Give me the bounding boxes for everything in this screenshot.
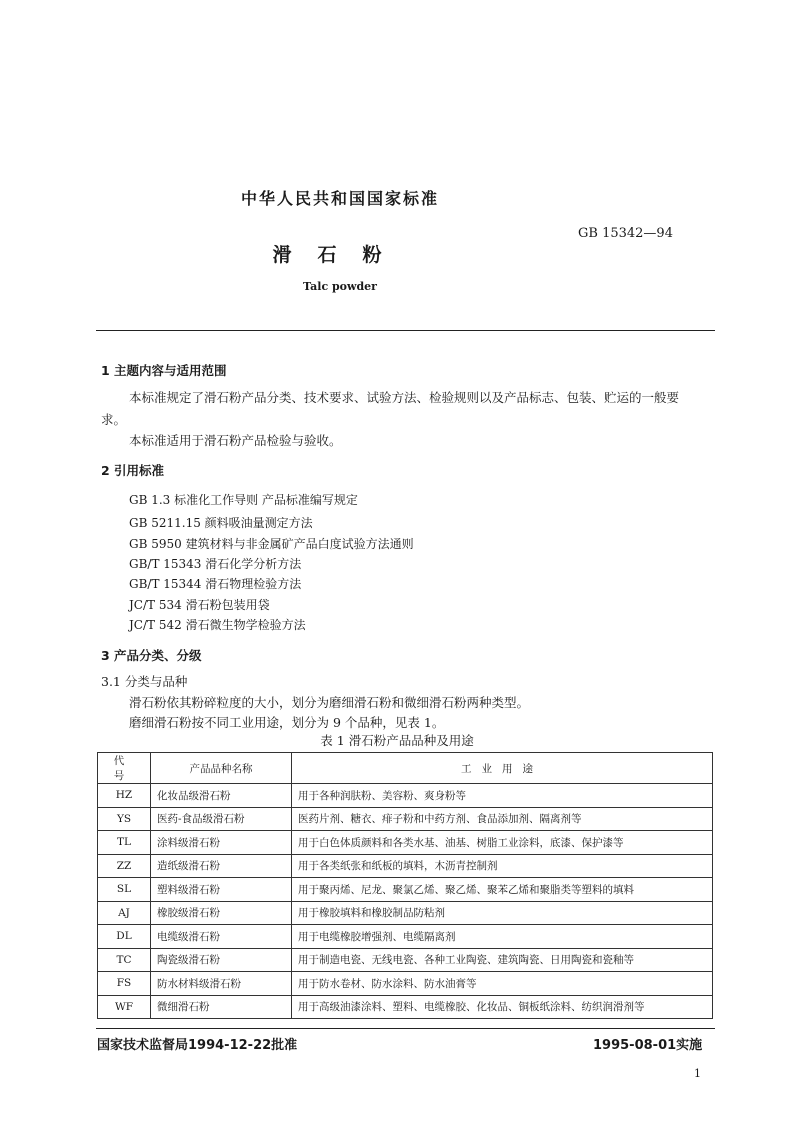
table-row [98, 831, 713, 855]
cell-code: TC [98, 948, 151, 972]
section-3-1-heading: 3.1 分类与品种 [101, 674, 188, 689]
cell-name: 防水材料级滑石粉 [151, 972, 292, 996]
column-header-code: 代号 [98, 753, 151, 784]
standard-code: GB 15342—94 [578, 226, 673, 241]
cell-use: 用于电缆橡胶增强剂、电缆隔离剂 [292, 925, 713, 949]
document-subtitle: Talc powder [303, 280, 377, 293]
section-2-heading: 2 引用标准 [101, 463, 165, 478]
cell-use: 用于各种润肤粉、美容粉、爽身粉等 [292, 784, 713, 808]
reference-item: GB/T 15343 滑石化学分析方法 [129, 557, 302, 571]
footer-divider [96, 1028, 715, 1029]
reference-item: GB/T 15344 滑石物理检验方法 [129, 577, 302, 591]
cell-use: 用于制造电瓷、无线电瓷、各种工业陶瓷、建筑陶瓷、日用陶瓷和瓷釉等 [292, 948, 713, 972]
cell-code: TL [98, 831, 151, 855]
table-row [98, 972, 713, 996]
cell-use: 用于防水卷材、防水涂料、防水油膏等 [292, 972, 713, 996]
cell-name: 橡胶级滑石粉 [151, 901, 292, 925]
cell-use: 用于聚丙烯、尼龙、聚氯乙烯、聚乙烯、聚苯乙烯和聚脂类等塑料的填料 [292, 878, 713, 902]
column-header-use: 工业用途 [292, 753, 713, 784]
cell-use: 用于橡胶填料和橡胶制品防粘剂 [292, 901, 713, 925]
reference-item: JC/T 534 滑石粉包装用袋 [129, 598, 270, 612]
cell-code: FS [98, 972, 151, 996]
page-number: 1 [694, 1067, 701, 1080]
cell-code: AJ [98, 901, 151, 925]
cell-code: WF [98, 995, 151, 1019]
cell-name: 医药-食品级滑石粉 [151, 807, 292, 831]
cell-use: 用于各类纸张和纸板的填料，木沥青控制剂 [292, 854, 713, 878]
table-row [98, 878, 713, 902]
cell-code: DL [98, 925, 151, 949]
issuer-approval: 国家技术监督局1994-12-22批准 [97, 1038, 298, 1053]
cell-use: 医药片剂、糖衣、痱子粉和中药方剂、食品添加剂、隔离剂等 [292, 807, 713, 831]
section-1-para-1-line-1: 本标准规定了滑石粉产品分类、技术要求、试验方法、检验规则以及产品标志、包装、贮运的一般要 [129, 390, 680, 405]
reference-item: JC/T 542 滑石微生物学检验方法 [129, 618, 306, 632]
cell-name: 微细滑石粉 [151, 995, 292, 1019]
cell-use: 用于白色体质颜料和各类水基、油基、树脂工业涂料，底漆、保护漆等 [292, 831, 713, 855]
table-row [98, 995, 713, 1019]
cell-code: HZ [98, 784, 151, 808]
table-caption: 表 1 滑石粉产品品种及用途 [320, 733, 474, 748]
cell-code: SL [98, 878, 151, 902]
cell-name: 电缆级滑石粉 [151, 925, 292, 949]
table-row [98, 925, 713, 949]
section-1-heading: 1 主题内容与适用范围 [101, 363, 227, 378]
table-row [98, 948, 713, 972]
section-3-heading: 3 产品分类、分级 [101, 648, 202, 663]
header-divider [96, 330, 715, 331]
table-row [98, 807, 713, 831]
section-1-para-1-line-2: 求。 [101, 412, 127, 427]
cell-name: 陶瓷级滑石粉 [151, 948, 292, 972]
cell-name: 涂料级滑石粉 [151, 831, 292, 855]
section-3-para-1: 滑石粉依其粉碎粒度的大小，划分为磨细滑石粉和微细滑石粉两种类型。 [129, 695, 530, 710]
cell-name: 化妆品级滑石粉 [151, 784, 292, 808]
cell-name: 造纸级滑石粉 [151, 854, 292, 878]
standard-title: 中华人民共和国国家标准 [240, 189, 439, 208]
implementation-date: 1995-08-01实施 [593, 1038, 703, 1053]
reference-item: GB 5211.15 颜料吸油量测定方法 [129, 516, 313, 530]
table-header-row [98, 753, 713, 784]
reference-item: GB 1.3 标准化工作导则 产品标准编写规定 [129, 493, 358, 507]
table-row [98, 784, 713, 808]
column-header-name: 产品品种名称 [151, 753, 292, 784]
reference-item: GB 5950 建筑材料与非金属矿产品白度试验方法通则 [129, 537, 414, 551]
cell-code: ZZ [98, 854, 151, 878]
section-1-para-2: 本标准适用于滑石粉产品检验与验收。 [129, 433, 342, 448]
cell-use: 用于高级油漆涂料、塑料、电缆橡胶、化妆品、铜板纸涂料、纺织润滑剂等 [292, 995, 713, 1019]
table-row [98, 901, 713, 925]
section-3-para-2: 磨细滑石粉按不同工业用途，划分为 9 个品种，见表 1。 [129, 715, 445, 730]
document-title: 滑石粉 [272, 244, 408, 266]
product-table [97, 752, 713, 1019]
cell-name: 塑料级滑石粉 [151, 878, 292, 902]
cell-code: YS [98, 807, 151, 831]
table-row [98, 854, 713, 878]
